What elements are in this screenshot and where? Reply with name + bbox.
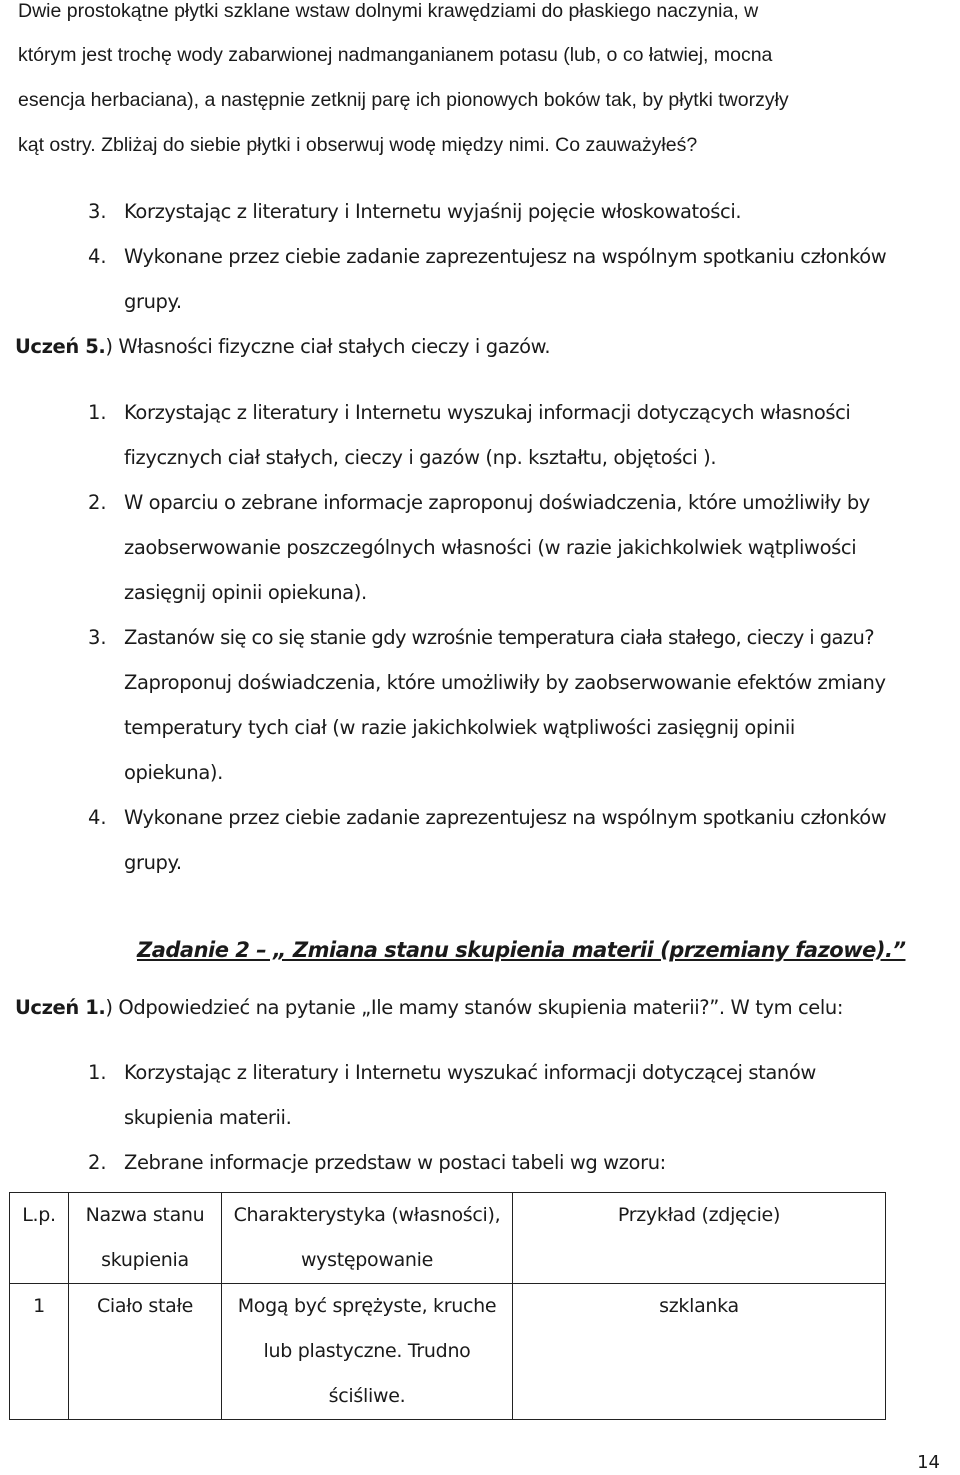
list-number: 4. [88,806,107,829]
page-number: 14 [917,1452,940,1473]
intro-line: którym jest trochę wody zabarwionej nadmanganianem potasu (lub, o co łatwiej, mocna [18,44,773,66]
list-item-text: grupy. [124,851,182,874]
list-item-text: grupy. [124,290,182,313]
intro-line: esencja herbaciana), a następnie zetknij parę ich pionowych boków tak, by płytki tworzyły [18,89,789,111]
list-item-text: Wykonane przez ciebie zadanie zaprezentujesz na wspólnym spotkaniu członków [124,806,887,829]
states-table [9,1192,886,1420]
list-number: 4. [88,245,107,268]
student-topic: ) Własności fizyczne ciał stałych cieczy i gazów. [105,335,551,358]
intro-line: Dwie prostokątne płytki szklane wstaw dolnymi krawędziami do płaskiego naczynia, w [18,0,759,22]
list-number: 3. [88,200,107,223]
list-item-text: Zaproponuj doświadczenia, które umożliwiły by zaobserwowanie efektów zmiany [124,671,886,694]
list-item-text: W oparciu o zebrane informacje zaproponuj doświadczenia, które umożliwiły by [124,491,870,514]
list-number: 2. [88,1151,107,1174]
table-cell: Mogą być sprężyste, kruche lub plastyczne. Trudno ściśliwe. [222,1284,513,1420]
list-item-text: skupienia materii. [124,1106,292,1129]
list-item-text: Korzystając z literatury i Internetu wyszukać informacji dotyczącej stanów [124,1061,816,1084]
table-header-cell: L.p. [10,1193,69,1284]
list-number: 1. [88,401,107,424]
list-item-text: zaobserwowanie poszczególnych własności (w razie jakichkolwiek wątpliwości [124,536,857,559]
table-cell: 1 [10,1284,69,1420]
list-item-text: fizycznych ciał stałych, cieczy i gazów (np. kształtu, objętości ). [124,446,717,469]
table-header-cell: Nazwa stanu skupienia [69,1193,222,1284]
table-header-row [10,1193,886,1284]
student-heading [15,335,550,358]
table-header-cell: Charakterystyka (własności), występowanie [222,1193,513,1284]
list-item-text: opiekuna). [124,761,223,784]
list-item-text: Korzystając z literatury i Internetu wyjaśnij pojęcie włoskowatości. [124,200,742,223]
list-number: 2. [88,491,107,514]
list-item-text: Wykonane przez ciebie zadanie zaprezentujesz na wspólnym spotkaniu członków [124,245,887,268]
student-label: Uczeń 5. [15,335,106,358]
table-cell: szklanka [513,1284,886,1420]
list-item-text: Zastanów się co się stanie gdy wzrośnie temperatura ciała stałego, cieczy i gazu? [124,626,874,649]
list-number: 1. [88,1061,107,1084]
table-row [10,1284,886,1420]
list-item-text: zasięgnij opinii opiekuna). [124,581,367,604]
student-heading [15,996,843,1019]
list-number: 3. [88,626,107,649]
table-header-cell: Przykład (zdjęcie) [513,1193,886,1284]
list-item-text: Korzystając z literatury i Internetu wyszukaj informacji dotyczących własności [124,401,851,424]
student-topic: ) Odpowiedzieć na pytanie „Ile mamy stanów skupienia materii?”. W tym celu: [105,996,844,1019]
list-item-text: temperatury tych ciał (w razie jakichkolwiek wątpliwości zasięgnij opinii [124,716,795,739]
task-title: Zadanie 2 – „ Zmiana stanu skupienia materii (przemiany fazowe).” [137,938,906,962]
table-cell: Ciało stałe [69,1284,222,1420]
list-item-text: Zebrane informacje przedstaw w postaci tabeli wg wzoru: [124,1151,666,1174]
student-label: Uczeń 1. [15,996,106,1019]
intro-line: kąt ostry. Zbliżaj do siebie płytki i obserwuj wodę między nimi. Co zauważyłeś? [18,134,698,156]
